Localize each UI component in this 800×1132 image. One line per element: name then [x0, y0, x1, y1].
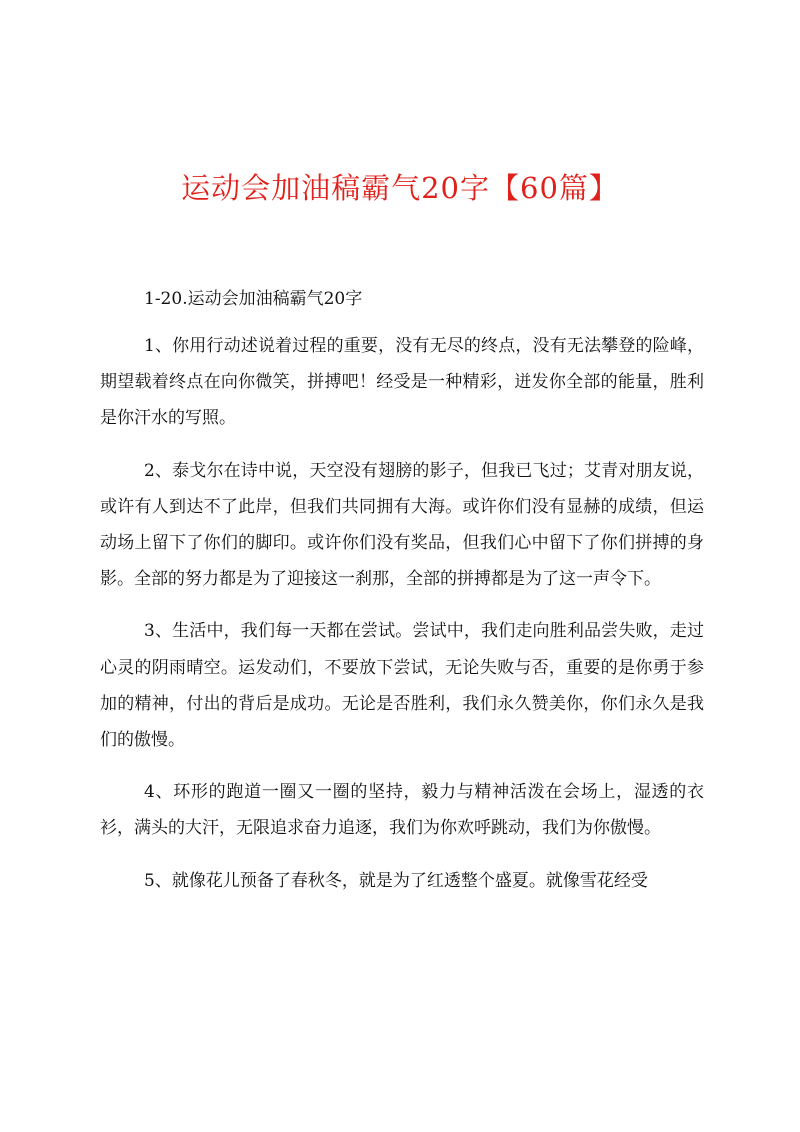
paragraph-5: 5、就像花儿预备了春秋冬，就是为了红透整个盛夏。就像雪花经受 [144, 870, 648, 891]
document-body [100, 284, 704, 915]
paragraph-1: 1、你用行动述说着过程的重要，没有无尽的终点，没有无法攀登的险峰，期望载着终点在向你微笑，拼搏吧！经受是一种精彩，迸发你全部的能量，胜利是你汗水的写照。 [100, 336, 704, 429]
paragraph-2: 2、泰戈尔在诗中说，天空没有翅膀的影子，但我已飞过；艾青对朋友说，或许有人到达不了此岸，但我们共同拥有大海。或许你们没有显赫的成绩，但运动场上留下了你们的脚印。或许你们没有奖品，但我们心中留下了你们拼搏的身影。全部的努力都是为了迎接这一刹那，全部的拼搏都是为了这一声令下。 [100, 460, 704, 590]
paragraph-4: 4、环形的跑道一圈又一圈的坚持，毅力与精神活泼在会场上，湿透的衣衫，满头的大汗，无限追求奋力追逐，我们为你欢呼跳动，我们为你傲慢。 [100, 782, 704, 839]
document-title: 运动会加油稿霸气20字【60篇】 [181, 171, 619, 205]
paragraph-3: 3、生活中，我们每一天都在尝试。尝试中，我们走向胜利品尝失败，走过心灵的阴雨晴空。运发动们，不要放下尝试，无论失败与否，重要的是你勇于参加的精神，付出的背后是成功。无论是否胜利，我们永久赞美你，你们永久是我们的傲慢。 [100, 621, 704, 751]
section-heading: 1-20.运动会加油稿霸气20字 [144, 289, 363, 309]
